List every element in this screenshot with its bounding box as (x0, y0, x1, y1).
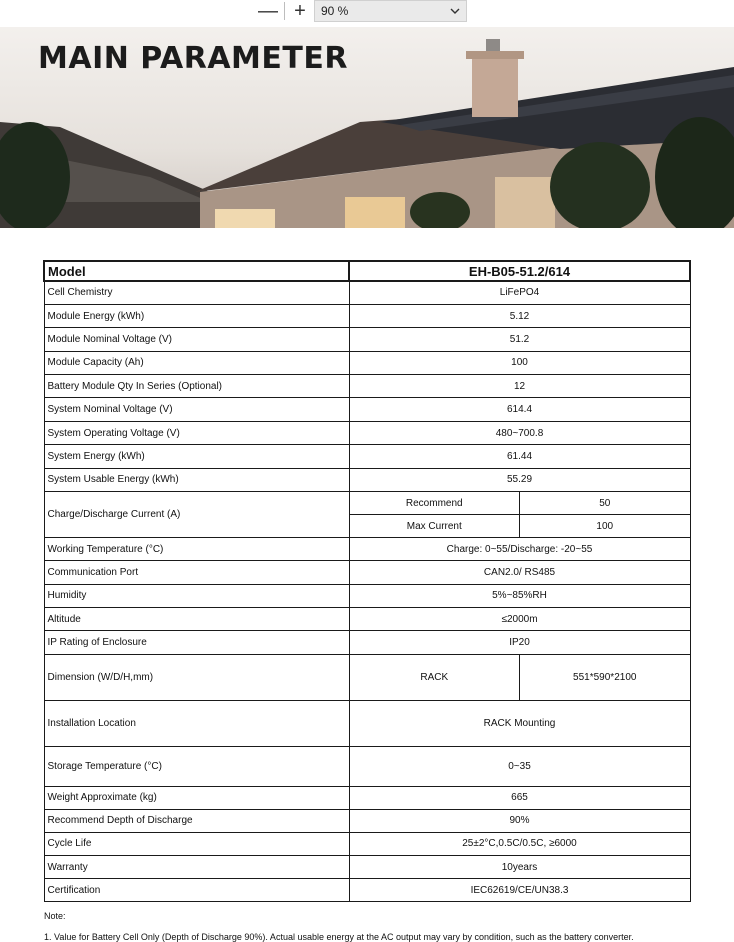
sub-value: 50 (520, 492, 691, 515)
zoom-in-button[interactable]: + (294, 0, 306, 22)
row-value: Charge: 0~55/Discharge: -20~55 (349, 538, 690, 561)
table-row (44, 786, 690, 809)
row-label: System Nominal Voltage (V) (44, 398, 349, 421)
table-row (44, 879, 690, 902)
row-label: System Energy (kWh) (44, 445, 349, 468)
row-value: 55.29 (349, 468, 690, 491)
sub-label: Recommend (349, 492, 520, 515)
row-label: Storage Temperature (°C) (44, 746, 349, 786)
zoom-select[interactable] (314, 0, 467, 22)
model-label: Model (44, 261, 349, 281)
row-value: 100 (349, 351, 690, 374)
row-value: 614.4 (349, 398, 690, 421)
row-label: Dimension (W/D/H,mm) (44, 654, 349, 700)
zoom-value: 90 % (321, 4, 349, 18)
row-label: Recommend Depth of Discharge (44, 809, 349, 832)
table-row (44, 746, 690, 786)
table-row (44, 832, 690, 855)
note-line-1: 1. Value for Battery Cell Only (Depth of Discharge 90%). Actual usable energy at the AC output may vary by condition, such as the battery converter. (44, 932, 634, 942)
zoom-out-button[interactable]: — (258, 0, 278, 22)
row-label: Module Capacity (Ah) (44, 351, 349, 374)
table-row (44, 351, 690, 374)
row-value: 5.12 (349, 304, 690, 327)
row-value: CAN2.0/ RS485 (349, 561, 690, 584)
row-label: Certification (44, 879, 349, 902)
row-value: 665 (349, 786, 690, 809)
row-label: Battery Module Qty In Series (Optional) (44, 375, 349, 398)
row-label: Cycle Life (44, 832, 349, 855)
row-value: RACK Mounting (349, 700, 690, 746)
table-row (44, 328, 690, 351)
table-row (44, 700, 690, 746)
model-value: EH-B05-51.2/614 (349, 261, 690, 281)
row-label: System Operating Voltage (V) (44, 421, 349, 444)
row-label: Warranty (44, 856, 349, 879)
row-label: Charge/Discharge Current (A) (44, 492, 349, 538)
table-row (44, 809, 690, 832)
table-row (44, 538, 690, 561)
banner-image (0, 27, 734, 228)
row-label: Humidity (44, 584, 349, 607)
table-row (44, 561, 690, 584)
table-row (44, 856, 690, 879)
table-row (44, 607, 690, 630)
table-row (44, 631, 690, 654)
table-row (44, 304, 690, 327)
note-title: Note: (44, 911, 66, 921)
table-row (44, 421, 690, 444)
chevron-down-icon (450, 1, 460, 27)
row-value: IP20 (349, 631, 690, 654)
row-value: 25±2°C,0.5C/0.5C, ≥6000 (349, 832, 690, 855)
table-row (44, 281, 690, 304)
row-label: System Usable Energy (kWh) (44, 468, 349, 491)
row-value: 5%~85%RH (349, 584, 690, 607)
row-label: Cell Chemistry (44, 281, 349, 304)
table-header-row (44, 261, 690, 281)
spec-table (43, 260, 691, 902)
table-row (44, 654, 690, 700)
sub-value: 551*590*2100 (520, 654, 691, 700)
row-value: 0~35 (349, 746, 690, 786)
table-row (44, 398, 690, 421)
sub-label: RACK (349, 654, 520, 700)
row-value: LiFePO4 (349, 281, 690, 304)
row-value: 61.44 (349, 445, 690, 468)
row-value: IEC62619/CE/UN38.3 (349, 879, 690, 902)
row-label: IP Rating of Enclosure (44, 631, 349, 654)
page-title: MAIN PARAMETER (38, 41, 348, 76)
row-label: Communication Port (44, 561, 349, 584)
row-label: Working Temperature (°C) (44, 538, 349, 561)
sub-label: Max Current (349, 515, 520, 538)
row-label: Module Nominal Voltage (V) (44, 328, 349, 351)
table-row (44, 375, 690, 398)
table-row (44, 492, 690, 515)
row-label: Installation Location (44, 700, 349, 746)
table-row (44, 468, 690, 491)
table-row (44, 445, 690, 468)
row-value: 10years (349, 856, 690, 879)
viewer-toolbar (0, 0, 734, 26)
row-label: Altitude (44, 607, 349, 630)
table-row (44, 584, 690, 607)
toolbar-divider (284, 2, 285, 20)
row-value: 12 (349, 375, 690, 398)
row-value: ≤2000m (349, 607, 690, 630)
row-value: 90% (349, 809, 690, 832)
row-value: 480~700.8 (349, 421, 690, 444)
sub-value: 100 (520, 515, 691, 538)
row-label: Weight Approximate (kg) (44, 786, 349, 809)
row-value: 51.2 (349, 328, 690, 351)
row-label: Module Energy (kWh) (44, 304, 349, 327)
